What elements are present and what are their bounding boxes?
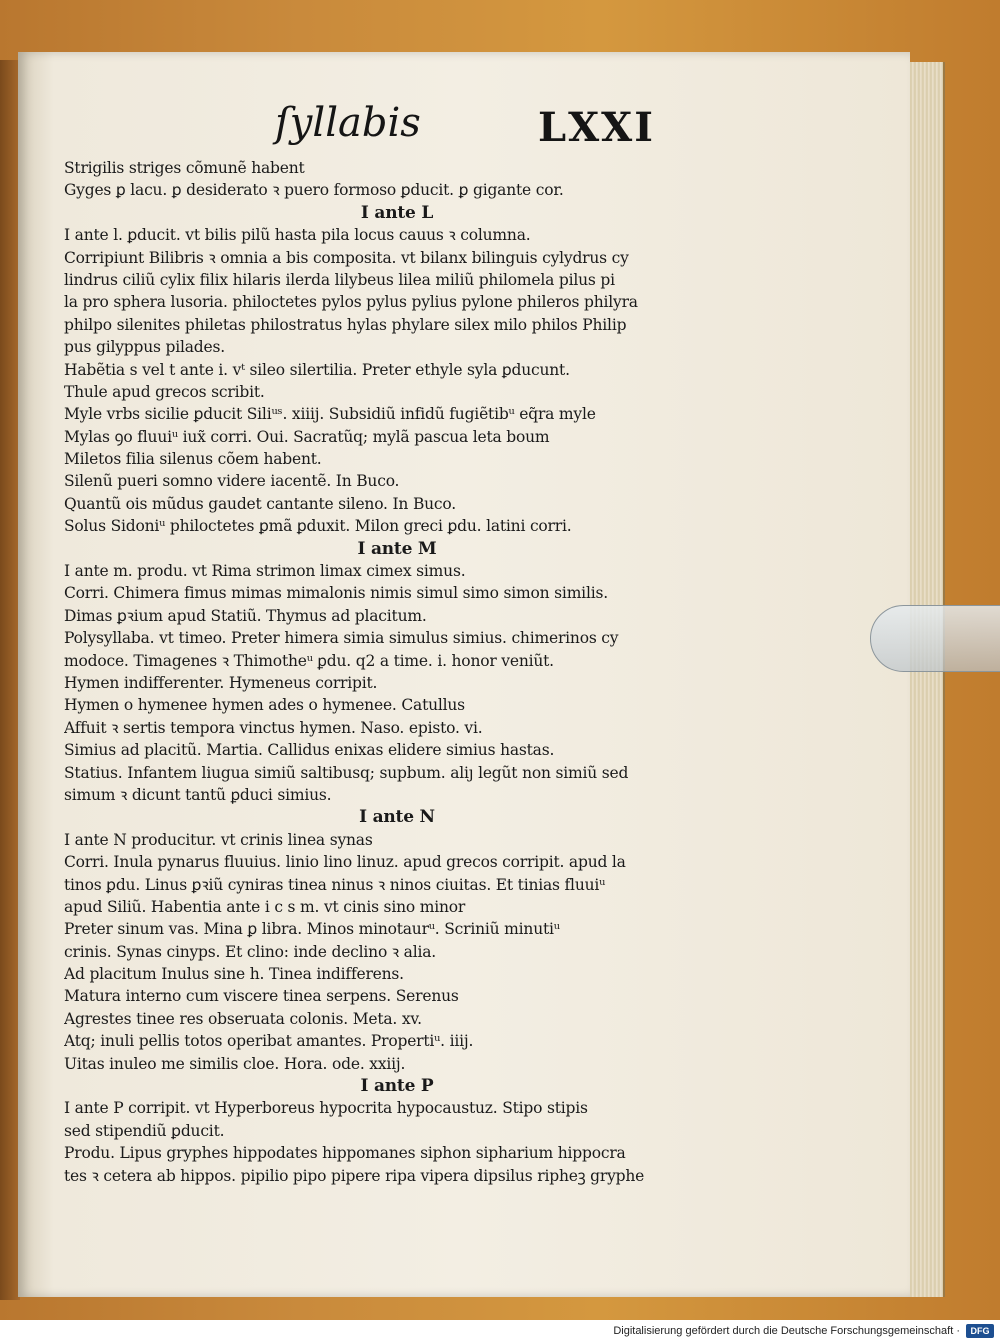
text-line: lindrus ciliũ cylix filix hilaris ilerda lilybeus lilea miliũ philomela pilus pi <box>64 270 615 289</box>
text-line: Statius. Infantem liugua simiũ saltibusq; supbum. aliȷ legũt non simiũ sed <box>64 763 629 782</box>
text-line: I ante N producitur. vt crinis linea synas <box>64 830 373 849</box>
text-line: Mylas ꝯo fluuiᵘ iux̃ corri. Oui. Sacratũq; mylã pascua leta boum <box>64 427 550 446</box>
text-line: I ante m. produ. vt Rima strimon limax cimex simus. <box>64 562 466 581</box>
running-head <box>275 100 675 156</box>
text-line: pus gilyppus pilades. <box>64 338 225 357</box>
text-line: philpo silenites philetas philostratus hylas phylare silex milo philos Philip <box>64 315 627 334</box>
text-line: Produ. Lipus gryphes hippodates hippomanes siphon sipharium hippocra <box>64 1144 626 1163</box>
text-line: Hymen indifferenter. Hymeneus corripit. <box>64 673 378 692</box>
text-line: Corri. Inula pynarus fluuius. linio lino linuz. apud grecos corripit. apud la <box>64 853 626 872</box>
text-line: Hymen o hymenee hymen ades o hymenee. Catullus <box>64 696 465 715</box>
text-line: Dimas ꝑꝛium apud Statiũ. Thymus ad placitum. <box>64 606 427 625</box>
text-line: Habẽtia s vel t ante i. vᵗ sileo silertilia. Preter ethyle syla ꝑducunt. <box>64 360 570 379</box>
text-line: Polysyllaba. vt timeo. Preter himera simia simulus simius. chimerinos cy <box>64 629 619 648</box>
text-line: I ante l. ꝑducit. vt bilis pilũ hasta pila locus cauus ꝛ columna. <box>64 226 531 245</box>
section-heading: I ante N <box>359 807 435 828</box>
text-line: crinis. Synas cinyps. Et clino: inde declino ꝛ alia. <box>64 942 437 961</box>
text-line: Silenũ pueri somno videre iacentẽ. In Buco. <box>64 472 400 491</box>
text-line: Simius ad placitũ. Martia. Callidus enixas elidere simius hastas. <box>64 741 555 760</box>
section-heading: I ante M <box>357 538 437 559</box>
text-line: Matura interno cum viscere tinea serpens. Serenus <box>64 987 459 1006</box>
page-edges <box>905 62 945 1297</box>
running-head-word: ſyllabis <box>275 100 421 146</box>
text-line: Quantũ ois mũdus gaudet cantante sileno. In Buco. <box>64 494 456 513</box>
text-line: Corri. Chimera fimus mimas mimalonis nimis simul simo simon similis. <box>64 584 608 603</box>
text-line: sed stipendiũ ꝑducit. <box>64 1121 225 1140</box>
section-heading: I ante L <box>360 202 434 223</box>
folio-number: LXXI <box>538 104 655 151</box>
text-line: Gyges ꝑ lacu. ꝑ desiderato ꝛ puero formoso ꝑducit. ꝑ gigante cor. <box>64 181 564 200</box>
footer-bar <box>0 1320 1000 1343</box>
text-line: Corripiunt Bilibris ꝛ omnia a bis composita. vt bilanx bilinguis cylydrus cy <box>64 248 629 267</box>
text-line: Preter sinum vas. Mina ꝑ libra. Minos minotaurᵘ. Scriniũ minutiᵘ <box>64 920 560 939</box>
text-line: simum ꝛ dicunt tantũ ꝑduci simius. <box>64 785 332 804</box>
text-line: la pro sphera lusoria. philoctetes pylos pylus pylius pylone phileros philyra <box>64 293 638 312</box>
section-heading: I ante P <box>360 1076 434 1097</box>
page-clip <box>870 605 1000 672</box>
text-line: Ad placitum Inulus sine h. Tinea indifferens. <box>64 965 404 984</box>
text-line: tes ꝛ cetera ab hippos. pipilio pipo pipere ripa vipera dipsilus ripheꝫ gryphe <box>64 1166 645 1185</box>
text-line: I ante P corripit. vt Hyperboreus hypocrita hypocaustuz. Stipo stipis <box>64 1099 588 1118</box>
text-line: Miletos filia silenus cõem habent. <box>64 450 322 469</box>
text-line: Agrestes tinee res obseruata colonis. Meta. xv. <box>64 1009 422 1028</box>
text-line: Solus Sidoniᵘ philoctetes ꝑmã ꝑduxit. Milon greci ꝑdu. latini corri. <box>64 517 572 536</box>
dfg-logo-icon: DFG <box>966 1324 994 1338</box>
text-line: Myle vrbs sicilie ꝑducit Siliᵘˢ. xiiij. Subsidiũ infidũ fugiẽtibᵘ eq̃ra myle <box>64 405 596 424</box>
text-line: Atq; inuli pellis totos operibat amantes. Propertiᵘ. iiij. <box>64 1032 474 1051</box>
text-block <box>64 157 730 1187</box>
text-line: Affuit ꝛ sertis tempora vinctus hymen. Naso. episto. vi. <box>64 718 483 737</box>
text-line: Strigilis striges cõmunẽ habent <box>64 159 305 177</box>
text-line: apud Siliũ. Habentia ante i c s m. vt cinis sino minor <box>64 897 466 916</box>
text-line: Thule apud grecos scribit. <box>64 382 265 401</box>
book-spine <box>0 60 20 1300</box>
footer-credit: Digitalisierung gefördert durch die Deutsche Forschungsgemeinschaft · <box>613 1325 960 1337</box>
text-line: Uitas inuleo me similis cloe. Hora. ode. xxiij. <box>64 1054 406 1073</box>
text-line: tinos ꝑdu. Linus ꝑꝛiũ cyniras tinea ninus ꝛ ninos ciuitas. Et tinias fluuiᵘ <box>64 875 606 894</box>
text-line: modoce. Timagenes ꝛ Thimotheᵘ ꝑdu. q2 a time. i. honor veniũt. <box>64 651 554 670</box>
